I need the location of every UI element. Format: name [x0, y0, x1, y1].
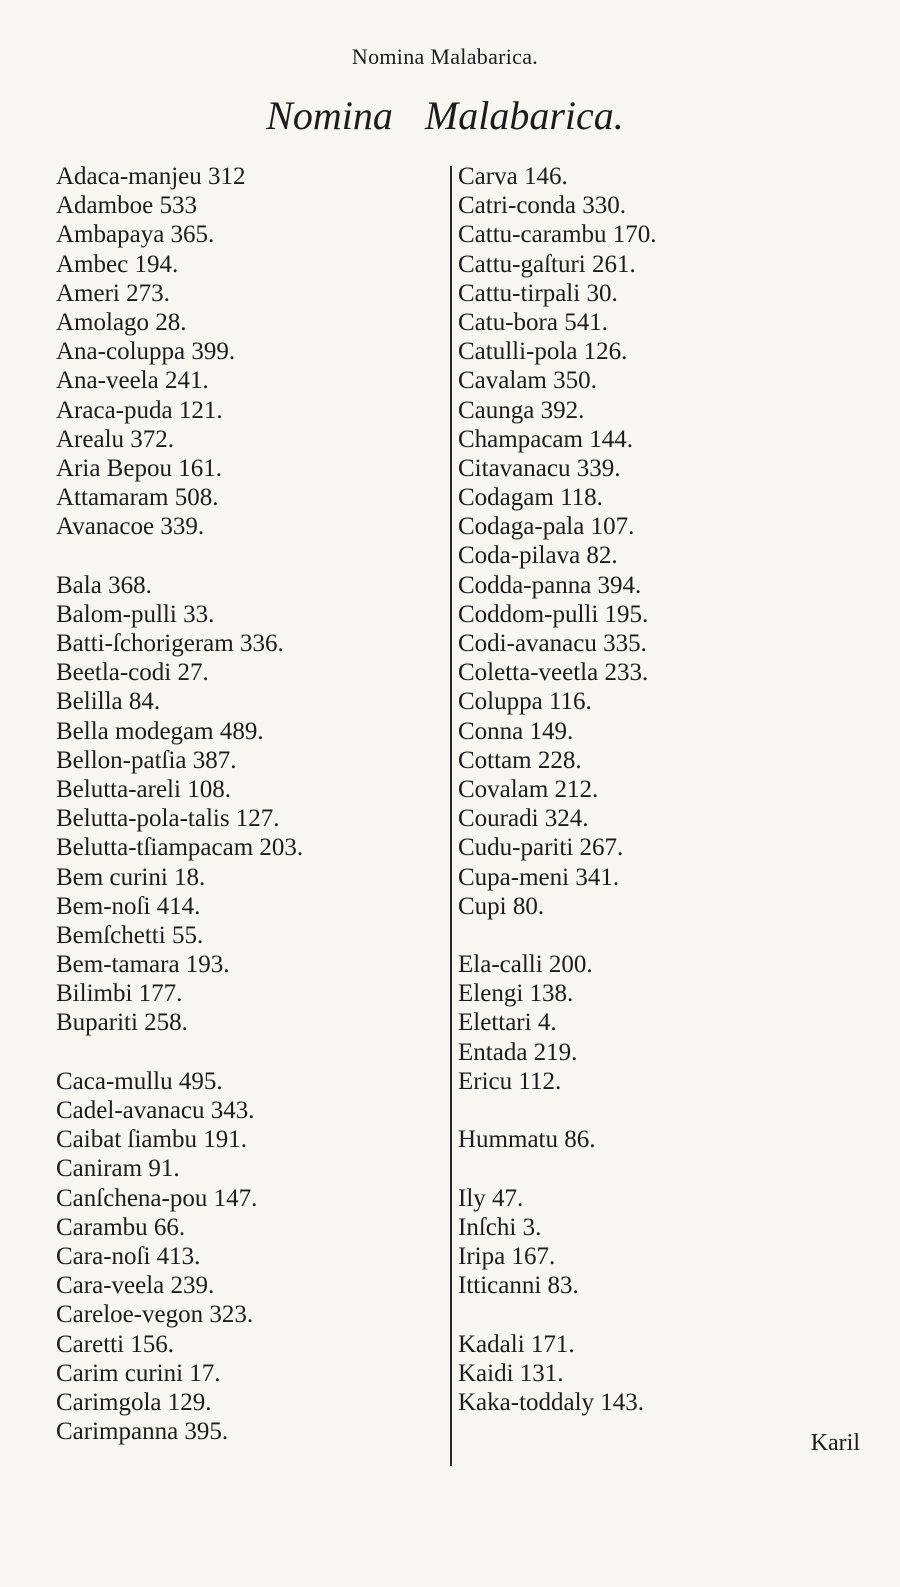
column-divider [450, 166, 452, 1466]
index-entry: Elettari 4. [458, 1009, 557, 1037]
index-entry: Caunga 392. [458, 396, 585, 424]
index-entry: Coletta-veetla 233. [458, 659, 649, 687]
left-column [56, 162, 436, 1446]
index-entry: Cavalam 350. [458, 367, 597, 395]
index-entry: Amolago 28. [56, 308, 187, 336]
index-entry: Entada 219. [458, 1038, 578, 1066]
index-entry: Cudu-pariti 267. [458, 834, 624, 862]
index-entry: Carimgola 129. [56, 1388, 212, 1416]
index-entry: Hummatu 86. [458, 1126, 596, 1154]
section-gap [56, 1038, 436, 1067]
index-entry: Iripa 167. [458, 1242, 556, 1270]
index-entry: Kaidi 131. [458, 1359, 564, 1387]
index-entry: Adamboe 533 [56, 192, 197, 220]
index-entry: Bem-noſi 414. [56, 892, 201, 920]
page-title: Nomina Malabarica. [266, 93, 624, 138]
index-entry: Bemſchetti 55. [56, 921, 204, 949]
index-entry: Ambapaya 365. [56, 221, 215, 249]
index-entry: Arealu 372. [56, 425, 175, 453]
index-entry: Itticanni 83. [458, 1272, 579, 1300]
index-entry: Citavanacu 339. [458, 454, 621, 482]
index-entry: Bala 368. [56, 571, 152, 599]
index-entry: Careloe-vegon 323. [56, 1301, 254, 1329]
index-entry: Belutta-tſiampacam 203. [56, 834, 304, 862]
right-column [458, 162, 858, 1417]
index-entry: Cupa-meni 341. [458, 863, 620, 891]
index-entry: Codagam 118. [458, 484, 603, 512]
index-entry: Bem curini 18. [56, 863, 206, 891]
index-entry: Ana-veela 241. [56, 367, 209, 395]
index-entry: Caretti 156. [56, 1330, 175, 1358]
index-entry: Adaca-manjeu 312 [56, 163, 246, 190]
index-entry: Codda-panna 394. [458, 571, 642, 599]
index-entry: Inſchi 3. [458, 1213, 542, 1241]
index-entry: Ily 47. [458, 1184, 524, 1212]
index-entry: Batti-ſchorigeram 336. [56, 630, 284, 657]
index-entry: Ambec 194. [56, 250, 179, 278]
index-entry: Elengi 138. [458, 980, 574, 1008]
index-entry: Canſchena-pou 147. [56, 1184, 258, 1212]
index-entry: Ela-calli 200. [458, 951, 593, 979]
section-gap [458, 1300, 858, 1329]
index-entry: Catu-bora 541. [458, 308, 608, 336]
index-entry: Cattu-gaſturi 261. [458, 250, 636, 278]
index-entry: Bilimbi 177. [56, 980, 183, 1008]
index-entry: Cattu-carambu 170. [458, 221, 657, 249]
section-gap [458, 921, 858, 950]
index-entry: Covalam 212. [458, 775, 599, 803]
index-entry: Ana-coluppa 399. [56, 338, 236, 366]
index-entry: Couradi 324. [458, 805, 589, 833]
index-entry: Carambu 66. [56, 1213, 186, 1241]
index-entry: Balom-pulli 33. [56, 600, 215, 628]
index-entry: Araca-puda 121. [56, 396, 223, 424]
index-entry: Codi-avanacu 335. [458, 630, 647, 657]
section-gap [458, 1096, 858, 1125]
index-entry: Champacam 144. [458, 425, 633, 453]
index-entry: Cara-noſi 413. [56, 1242, 201, 1270]
index-entry: Caniram 91. [56, 1155, 180, 1183]
index-entry: Catulli-pola 126. [458, 338, 628, 366]
index-entry: Bupariti 258. [56, 1009, 188, 1037]
index-entry: Aria Bepou 161. [56, 454, 222, 482]
index-entry: Ericu 112. [458, 1067, 562, 1095]
index-entry: Caca-mullu 495. [56, 1067, 223, 1095]
index-entry: Cara-veela 239. [56, 1272, 215, 1300]
index-entry: Cottam 228. [458, 746, 582, 774]
index-entry: Carim curini 17. [56, 1359, 221, 1387]
running-head: Nomina Malabarica. [351, 44, 539, 69]
index-entry: Caibat ſiambu 191. [56, 1126, 247, 1154]
index-entry: Coda-pilava 82. [458, 542, 618, 570]
index-entry: Ameri 273. [56, 279, 170, 307]
index-entry: Beetla-codi 27. [56, 659, 209, 687]
index-entry: Coluppa 116. [458, 688, 592, 716]
index-entry: Coddom-pulli 195. [458, 600, 649, 628]
index-entry: Bem-tamara 193. [56, 951, 230, 979]
index-entry: Carva 146. [458, 163, 568, 190]
index-entry: Cattu-tirpali 30. [458, 279, 618, 307]
index-entry: Avanacoe 339. [56, 513, 205, 541]
section-gap [458, 1154, 858, 1183]
index-entry: Belutta-pola-talis 127. [56, 805, 280, 833]
index-entry: Kaka-toddaly 143. [458, 1388, 645, 1416]
index-entry: Bella modegam 489. [56, 717, 264, 745]
section-gap [56, 541, 436, 570]
index-entry: Bellon-patſia 387. [56, 746, 237, 774]
index-entry: Codaga-pala 107. [458, 513, 635, 541]
index-entry: Attamaram 508. [56, 484, 219, 512]
catchword: Karil [810, 1430, 860, 1456]
index-entry: Belilla 84. [56, 688, 161, 716]
index-entry: Conna 149. [458, 717, 574, 745]
index-entry: Catri-conda 330. [458, 192, 627, 220]
index-entry: Carimpanna 395. [56, 1418, 229, 1446]
index-entry: Kadali 171. [458, 1330, 575, 1358]
index-entry: Cadel-avanacu 343. [56, 1097, 255, 1124]
index-entry: Belutta-areli 108. [56, 775, 231, 803]
index-entry: Cupi 80. [458, 892, 545, 920]
